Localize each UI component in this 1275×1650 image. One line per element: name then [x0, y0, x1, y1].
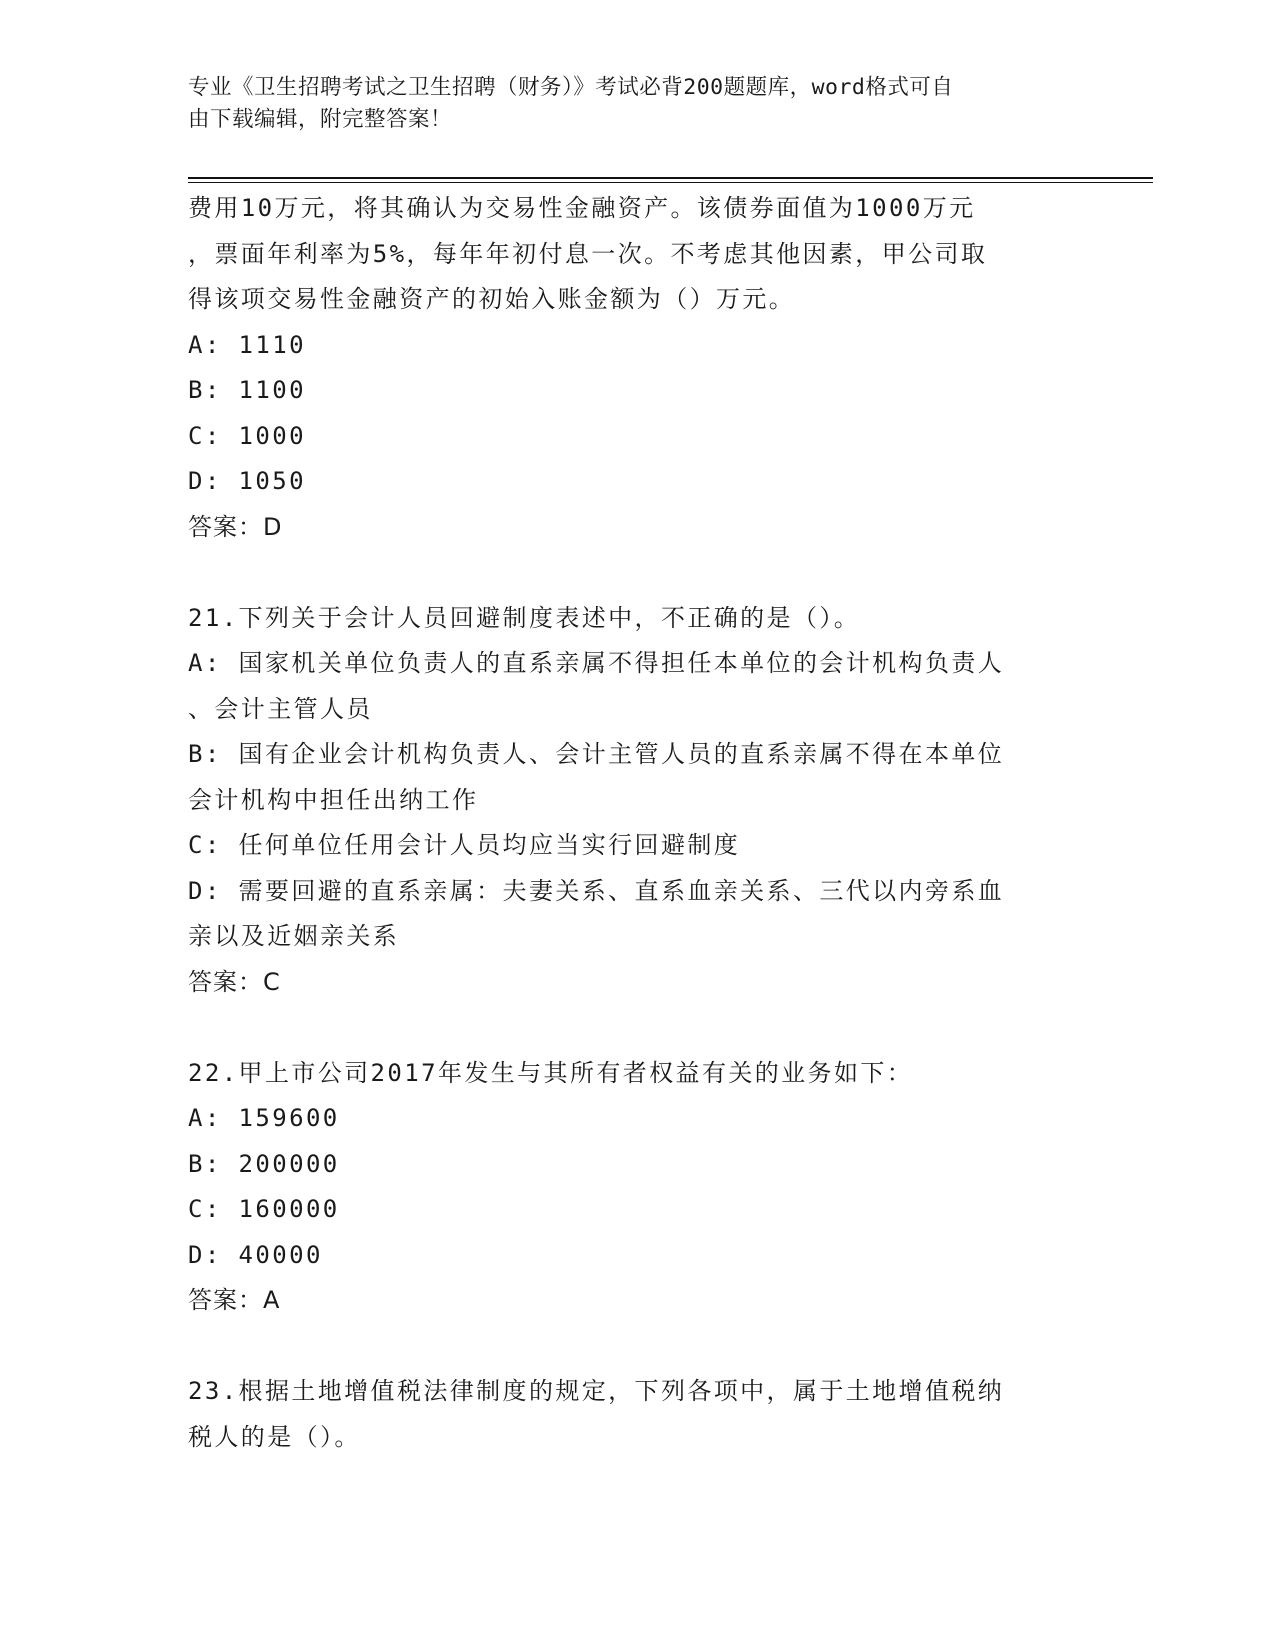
question-stem-line: ，票面年利率为5%，每年年初付息一次。不考虑其他因素，甲公司取 [188, 239, 988, 268]
question-21 [188, 596, 1068, 1006]
question-stem-line: 得该项交易性金融资产的初始入账金额为（）万元。 [188, 285, 796, 313]
header-line-2: 由下载编辑，附完整答案！ [188, 107, 453, 132]
option-d-continued: 亲以及近姻亲关系 [188, 922, 400, 950]
question-stem: 22.甲上市公司2017年发生与其所有者权益有关的业务如下： [188, 1058, 914, 1087]
option-b: B: 国有企业会计机构负责人、会计主管人员的直系亲属不得在本单位 [188, 740, 1005, 768]
option-a-continued: 、会计主管人员 [188, 694, 373, 723]
option-a: A: 159600 [188, 1104, 340, 1132]
question-stem: 21.下列关于会计人员回避制度表述中，不正确的是（）。 [188, 603, 861, 632]
spacer [188, 1324, 1068, 1370]
answer-line: 答案：D [188, 512, 283, 541]
option-a: A: 国家机关单位负责人的直系亲属不得担任本单位的会计机构负责人 [188, 649, 1005, 677]
question-list [188, 186, 1068, 1460]
option-d: D: 40000 [188, 1240, 323, 1269]
option-c: C: 任何单位任用会计人员均应当实行回避制度 [188, 831, 741, 859]
option-c: C: 160000 [188, 1195, 340, 1223]
document-header [188, 72, 1068, 136]
spacer [188, 550, 1068, 596]
question-23 [188, 1369, 1068, 1460]
question-22 [188, 1051, 1068, 1324]
option-c: C: 1000 [188, 421, 306, 450]
question-20 [188, 186, 1068, 550]
header-divider-thick [188, 177, 1153, 179]
question-stem-line: 23.根据土地增值税法律制度的规定，下列各项中，属于土地增值税纳 [188, 1377, 1005, 1405]
question-stem-line: 费用10万元，将其确认为交易性金融资产。该债券面值为1000万元 [188, 194, 976, 222]
header-divider-thin [188, 182, 1153, 183]
option-d: D: 1050 [188, 467, 306, 495]
option-a: A: 1110 [188, 330, 306, 359]
answer-line: 答案：C [188, 967, 281, 996]
option-d: D: 需要回避的直系亲属：夫妻关系、直系血亲关系、三代以内旁系血 [188, 876, 1005, 905]
option-b: B: 1100 [188, 376, 306, 404]
answer-line: 答案：A [188, 1286, 281, 1314]
question-stem-line: 税人的是（）。 [188, 1422, 361, 1451]
option-b-continued: 会计机构中担任出纳工作 [188, 785, 479, 814]
spacer [188, 1005, 1068, 1051]
header-line-1: 专业《卫生招聘考试之卫生招聘（财务）》考试必背200题题库，word格式可自 [188, 75, 954, 100]
option-b: B: 200000 [188, 1149, 340, 1178]
